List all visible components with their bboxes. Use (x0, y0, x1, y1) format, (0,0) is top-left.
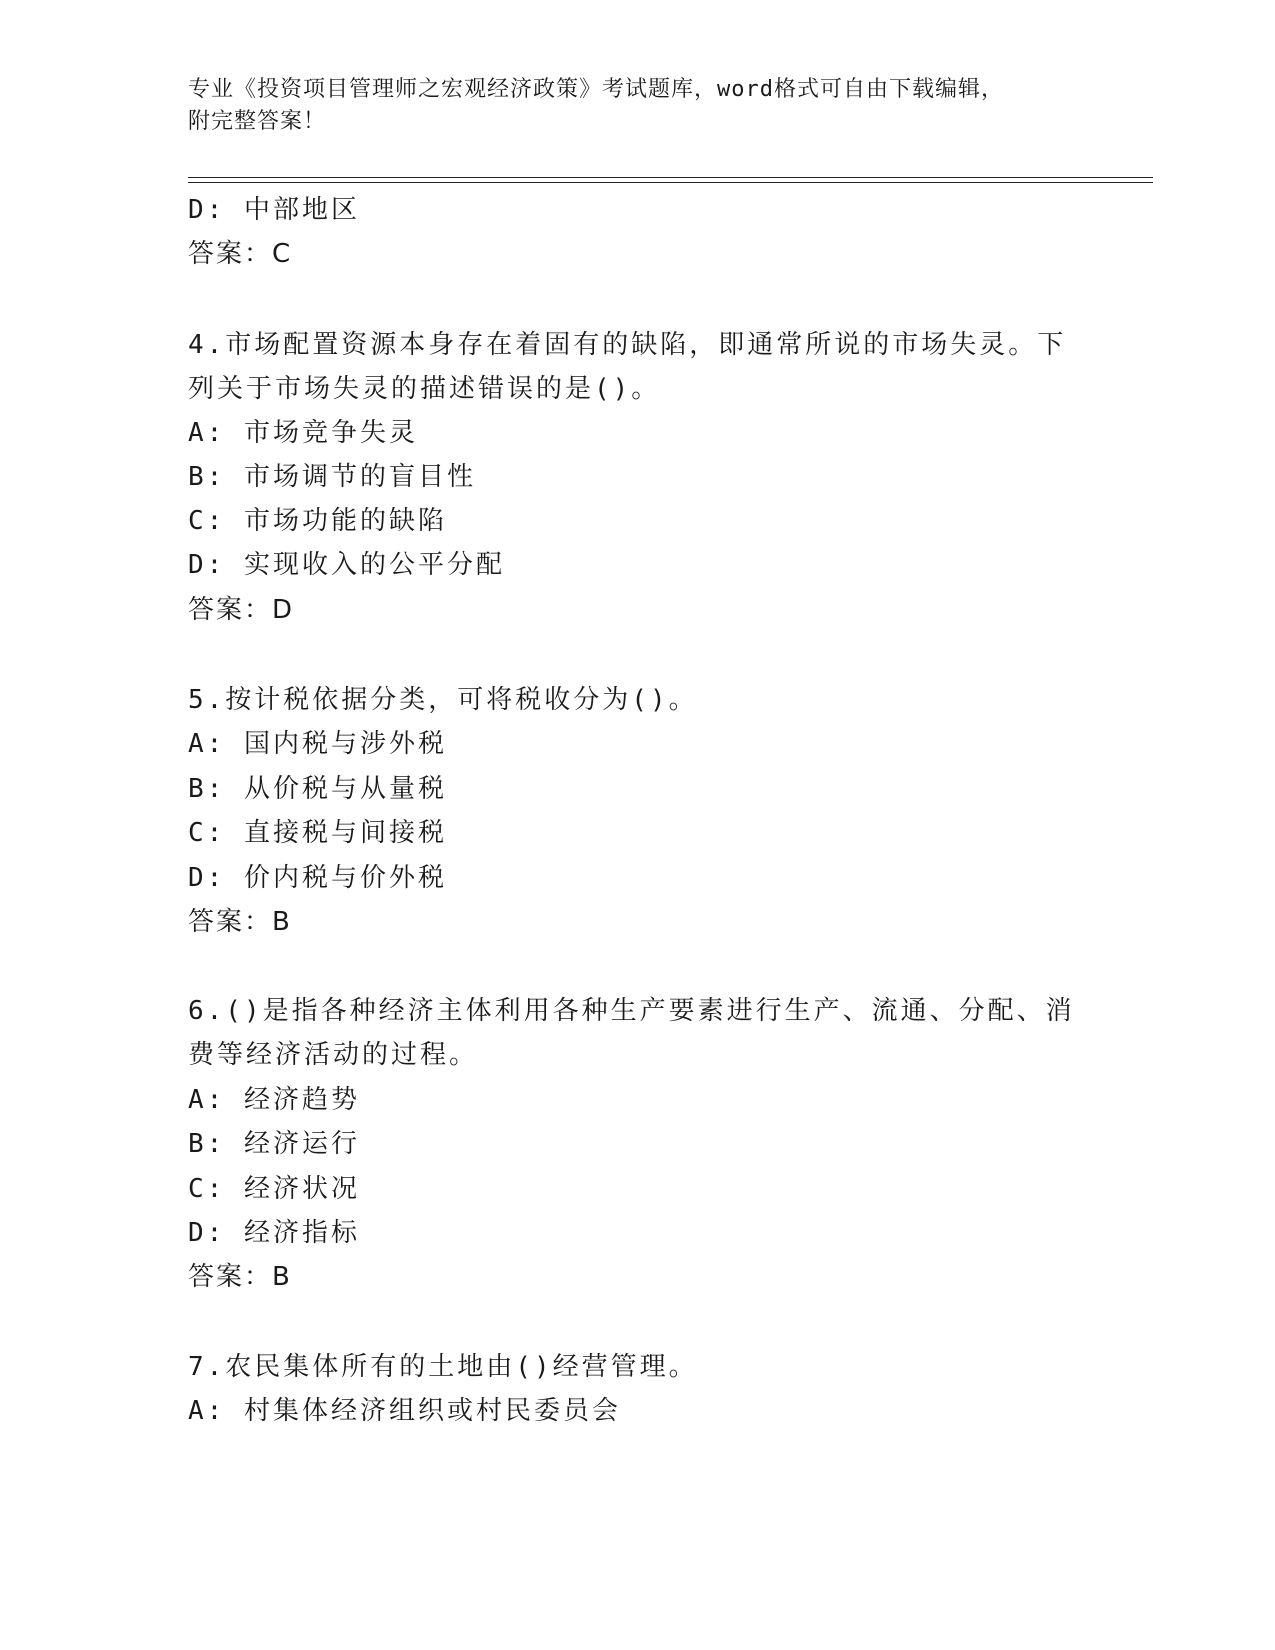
q5-option-a: A: 国内税与涉外税 (188, 729, 447, 759)
header-divider-top (188, 177, 1153, 178)
q4-option-d: D: 实现收入的公平分配 (188, 550, 505, 580)
q4-option-c: C: 市场功能的缺陷 (188, 506, 447, 536)
q3-answer: 答案：C (188, 239, 293, 269)
header-divider-bottom (188, 182, 1153, 183)
q6-answer: 答案：B (188, 1262, 292, 1292)
q6-stem-line-1: 6.()是指各种经济主体利用各种生产要素进行生产、流通、分配、消 (188, 996, 1075, 1026)
q6-option-a: A: 经济趋势 (188, 1085, 360, 1115)
q5-stem-line-1: 5.按计税依据分类，可将税收分为()。 (188, 685, 698, 715)
q5-option-d: D: 价内税与价外税 (188, 863, 447, 893)
q3-option-d: D: 中部地区 (188, 195, 360, 225)
q6-stem-line-2: 费等经济活动的过程。 (188, 1040, 479, 1070)
q5-answer: 答案：B (188, 907, 292, 937)
document-header (188, 74, 1068, 138)
q6-option-c: C: 经济状况 (188, 1174, 360, 1204)
q6-option-d: D: 经济指标 (188, 1218, 360, 1248)
q4-stem-line-2: 列关于市场失灵的描述错误的是()。 (188, 374, 661, 404)
q6-option-b: B: 经济运行 (188, 1129, 360, 1159)
q4-answer: 答案：D (188, 595, 295, 625)
q7-stem-line-1: 7.农民集体所有的土地由()经营管理。 (188, 1352, 698, 1382)
header-line-1: 专业《投资项目管理师之宏观经济政策》考试题库，word格式可自由下载编辑， (188, 77, 1004, 102)
q5-option-b: B: 从价税与从量税 (188, 774, 447, 804)
q5-option-c: C: 直接税与间接税 (188, 818, 447, 848)
q4-option-a: A: 市场竞争失灵 (188, 418, 418, 448)
q4-option-b: B: 市场调节的盲目性 (188, 462, 476, 492)
q7-option-a: A: 村集体经济组织或村民委员会 (188, 1396, 621, 1426)
q4-stem-line-1: 4.市场配置资源本身存在着固有的缺陷，即通常所说的市场失灵。下 (188, 330, 1067, 360)
header-line-2: 附完整答案！ (188, 109, 327, 134)
